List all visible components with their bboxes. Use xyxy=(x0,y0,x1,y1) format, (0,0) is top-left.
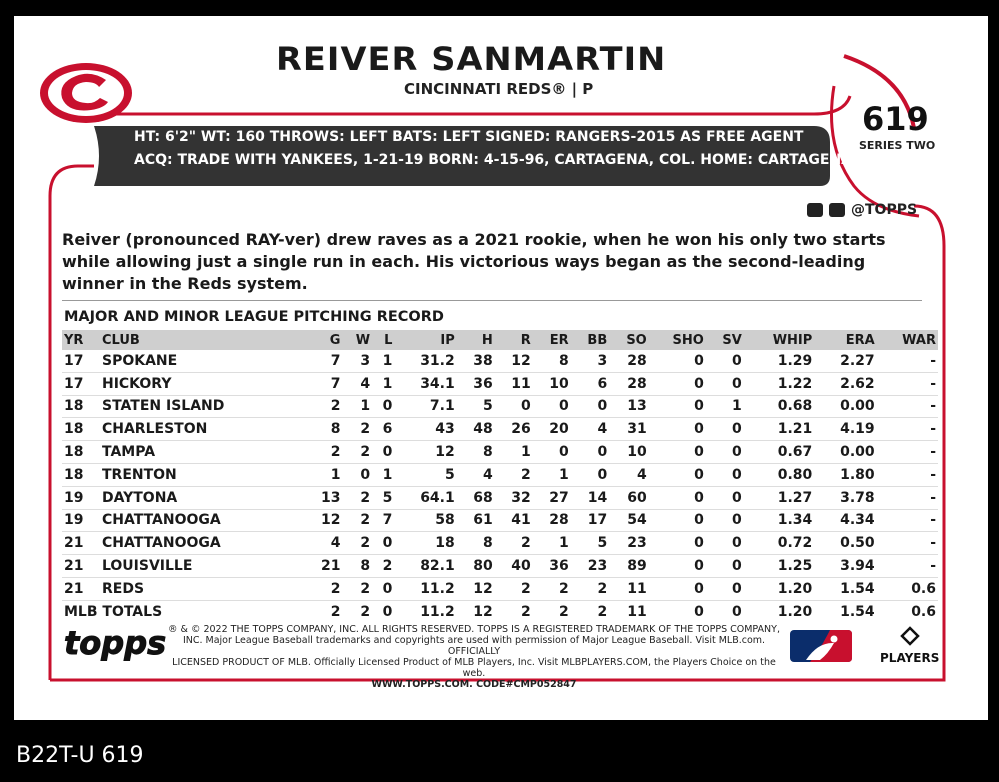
stats-header-row xyxy=(62,330,938,350)
table-cell: - xyxy=(877,395,938,418)
table-cell: 3.78 xyxy=(814,486,876,509)
table-cell: 1 xyxy=(372,350,394,372)
bio-line-1: HT: 6'2" WT: 160 THROWS: LEFT BATS: LEFT SIGNED: RANGERS-2015 AS FREE AGENT xyxy=(134,129,804,145)
table-cell: 7 xyxy=(372,509,394,532)
table-cell: 0 xyxy=(706,463,744,486)
table-cell: 13 xyxy=(609,395,649,418)
table-cell: 54 xyxy=(609,509,649,532)
table-row xyxy=(62,350,938,372)
table-cell: 34.1 xyxy=(394,372,456,395)
instagram-icon xyxy=(829,203,845,217)
table-cell: 0 xyxy=(649,350,706,372)
table-cell: 4.19 xyxy=(814,418,876,441)
table-row xyxy=(62,463,938,486)
table-cell: 0.50 xyxy=(814,532,876,555)
legal-text xyxy=(164,624,784,690)
table-cell: 64.1 xyxy=(394,486,456,509)
table-cell: 4 xyxy=(304,532,342,555)
image-caption: B22T-U 619 xyxy=(16,743,144,768)
table-cell: 4 xyxy=(609,463,649,486)
stats-table xyxy=(62,330,938,623)
table-cell: 0 xyxy=(571,441,610,464)
topps-logo-text: topps xyxy=(64,624,167,662)
table-cell: 89 xyxy=(609,555,649,578)
table-cell: 3.94 xyxy=(814,555,876,578)
table-cell: 80 xyxy=(457,555,495,578)
table-cell: 18 xyxy=(62,418,100,441)
table-cell: CHATTANOOGA xyxy=(100,532,305,555)
table-cell: 0 xyxy=(706,350,744,372)
table-cell: 26 xyxy=(495,418,533,441)
table-cell: 0 xyxy=(706,486,744,509)
table-row xyxy=(62,418,938,441)
table-cell: - xyxy=(877,532,938,555)
table-cell: 18 xyxy=(62,463,100,486)
table-row xyxy=(62,372,938,395)
legal-line-1: ® & © 2022 THE TOPPS COMPANY, INC. ALL RIGHTS RESERVED. TOPPS IS A REGISTERED TRADEMARK OF THE TOPPS COMPANY, xyxy=(168,624,780,635)
table-cell: 8 xyxy=(304,418,342,441)
table-cell: 7 xyxy=(304,350,342,372)
table-cell: 1 xyxy=(372,372,394,395)
table-cell: 12 xyxy=(394,441,456,464)
social-handles xyxy=(807,202,917,218)
column-header: ERA xyxy=(814,330,876,350)
team-position: CINCINNATI REDS® | P xyxy=(404,80,594,98)
series-label: SERIES TWO xyxy=(859,139,936,152)
table-cell: 2 xyxy=(495,532,533,555)
column-header: BB xyxy=(571,330,610,350)
player-name: REIVER SANMARTIN xyxy=(276,40,667,78)
column-header: SHO xyxy=(649,330,706,350)
table-cell: 0 xyxy=(706,372,744,395)
table-cell: 2 xyxy=(342,486,372,509)
column-header: WAR xyxy=(877,330,938,350)
table-cell: 0.6 xyxy=(877,577,938,600)
table-row xyxy=(62,532,938,555)
table-cell: 2 xyxy=(495,577,533,600)
table-cell: 17 xyxy=(62,372,100,395)
table-cell: 28 xyxy=(609,372,649,395)
table-cell: 0 xyxy=(706,441,744,464)
table-cell: STATEN ISLAND xyxy=(100,395,305,418)
table-cell: 0.00 xyxy=(814,395,876,418)
bio-banner xyxy=(134,126,899,172)
totals-cell: 0.6 xyxy=(911,603,936,620)
stats-table-title: MAJOR AND MINOR LEAGUE PITCHING RECORD xyxy=(64,309,444,325)
table-cell: 4.34 xyxy=(814,509,876,532)
table-cell: - xyxy=(877,509,938,532)
table-cell: TAMPA xyxy=(100,441,305,464)
table-cell: 82.1 xyxy=(394,555,456,578)
totals-cell: 2 xyxy=(330,603,341,620)
table-cell: 5 xyxy=(457,395,495,418)
table-cell: 18 xyxy=(62,441,100,464)
table-cell: 2 xyxy=(304,441,342,464)
column-header: ER xyxy=(533,330,571,350)
table-cell: 2 xyxy=(571,577,610,600)
table-cell: 58 xyxy=(394,509,456,532)
totals-cell: 1.54 xyxy=(840,603,875,620)
table-cell: 5 xyxy=(394,463,456,486)
table-cell: 5 xyxy=(571,532,610,555)
table-cell: 8 xyxy=(457,441,495,464)
table-cell: HICKORY xyxy=(100,372,305,395)
table-cell: 12 xyxy=(304,509,342,532)
table-cell: 21 xyxy=(62,532,100,555)
table-cell: 0.67 xyxy=(744,441,815,464)
table-cell: 7 xyxy=(304,372,342,395)
table-row xyxy=(62,486,938,509)
table-row xyxy=(62,577,938,600)
divider xyxy=(62,300,922,301)
table-cell: 40 xyxy=(495,555,533,578)
table-cell: 1.20 xyxy=(744,577,815,600)
totals-cell: 0 xyxy=(694,603,704,620)
table-cell: 41 xyxy=(495,509,533,532)
table-cell: 0 xyxy=(649,441,706,464)
table-cell: - xyxy=(877,486,938,509)
table-cell: 0 xyxy=(706,532,744,555)
table-cell: DAYTONA xyxy=(100,486,305,509)
table-cell: - xyxy=(877,418,938,441)
table-cell: - xyxy=(877,441,938,464)
table-cell: 1 xyxy=(342,395,372,418)
table-cell: 1.54 xyxy=(814,577,876,600)
table-cell: 28 xyxy=(609,350,649,372)
table-cell: 19 xyxy=(62,486,100,509)
table-cell: 2 xyxy=(342,509,372,532)
table-cell: 21 xyxy=(304,555,342,578)
table-cell: 23 xyxy=(571,555,610,578)
table-cell: 14 xyxy=(571,486,610,509)
column-header: H xyxy=(457,330,495,350)
table-cell: 1 xyxy=(304,463,342,486)
table-cell: 18 xyxy=(62,395,100,418)
table-cell: 36 xyxy=(533,555,571,578)
table-cell: 18 xyxy=(394,532,456,555)
totals-cell: 2 xyxy=(360,603,371,620)
totals-cell: 2 xyxy=(597,603,608,620)
table-cell: CHARLESTON xyxy=(100,418,305,441)
table-cell: 2 xyxy=(342,532,372,555)
players-logo-text: PLAYERS xyxy=(880,651,940,665)
totals-cell: 2 xyxy=(520,603,531,620)
totals-cell: 1.20 xyxy=(777,603,813,620)
legal-line-3: LICENSED PRODUCT OF MLB. Officially Licensed Product of MLB Players, Inc. Visit MLBPLAYERS.COM, the Players Choice on the web. xyxy=(172,657,776,679)
table-cell: 1.22 xyxy=(744,372,815,395)
table-cell: 2 xyxy=(372,555,394,578)
table-cell: 2 xyxy=(495,463,533,486)
totals-cell: 0 xyxy=(382,603,393,620)
table-cell: 2 xyxy=(342,441,372,464)
table-cell: 0 xyxy=(342,463,372,486)
bio-line-2: ACQ: TRADE WITH YANKEES, 1-21-19 BORN: 4-15-96, CARTAGENA, COL. HOME: CARTAGENA, COL. xyxy=(134,152,899,168)
table-row xyxy=(62,555,938,578)
table-cell: 0 xyxy=(571,395,610,418)
legal-line-4: WWW.TOPPS.COM. CODE#CMP052847 xyxy=(371,679,577,690)
table-cell: 1.80 xyxy=(814,463,876,486)
table-cell: 0 xyxy=(649,532,706,555)
column-header: YR xyxy=(62,330,100,350)
table-cell: - xyxy=(877,463,938,486)
table-cell: 32 xyxy=(495,486,533,509)
column-header: IP xyxy=(394,330,456,350)
table-cell: 2.27 xyxy=(814,350,876,372)
table-row xyxy=(62,395,938,418)
table-cell: 7.1 xyxy=(394,395,456,418)
social-handle: @TOPPS xyxy=(851,202,918,218)
column-header: W xyxy=(342,330,372,350)
table-cell: 21 xyxy=(62,555,100,578)
table-cell: 2 xyxy=(533,577,571,600)
table-cell: 6 xyxy=(571,372,610,395)
column-header: R xyxy=(495,330,533,350)
table-cell: 5 xyxy=(372,486,394,509)
totals-cell: MLB TOTALS xyxy=(64,603,163,620)
twitter-icon xyxy=(807,203,823,217)
table-cell: 2 xyxy=(304,395,342,418)
mlb-players-logo-icon xyxy=(870,626,940,666)
column-header: CLUB xyxy=(100,330,305,350)
column-header: L xyxy=(372,330,394,350)
table-cell: 0 xyxy=(533,441,571,464)
table-cell: 43 xyxy=(394,418,456,441)
table-cell: 10 xyxy=(533,372,571,395)
topps-logo-icon xyxy=(62,620,167,662)
table-cell: 1 xyxy=(372,463,394,486)
table-cell: 0.68 xyxy=(744,395,815,418)
table-cell: 0 xyxy=(649,555,706,578)
table-cell: 60 xyxy=(609,486,649,509)
totals-cell: 0 xyxy=(732,603,742,620)
table-cell: 0 xyxy=(649,486,706,509)
table-cell: 1 xyxy=(706,395,744,418)
player-blurb: Reiver (pronounced RAY-ver) drew raves as a 2021 rookie, when he won his only two starts while allowing just a single run in each. His victorious ways began as the second-leading winner in the Reds system. xyxy=(62,230,886,293)
table-cell: 0 xyxy=(372,532,394,555)
table-cell: REDS xyxy=(100,577,305,600)
table-cell: 1.34 xyxy=(744,509,815,532)
table-cell: 0 xyxy=(649,395,706,418)
table-cell: 36 xyxy=(457,372,495,395)
table-cell: LOUISVILLE xyxy=(100,555,305,578)
table-cell: 0.00 xyxy=(814,441,876,464)
table-cell: 17 xyxy=(62,350,100,372)
reds-logo-icon xyxy=(36,58,136,128)
table-cell: 0.72 xyxy=(744,532,815,555)
card-back xyxy=(14,16,988,720)
table-cell: 6 xyxy=(372,418,394,441)
table-cell: SPOKANE xyxy=(100,350,305,372)
table-cell: 0 xyxy=(706,509,744,532)
table-cell: 2 xyxy=(342,418,372,441)
table-cell: 2 xyxy=(304,577,342,600)
table-cell: 4 xyxy=(571,418,610,441)
totals-cell: 12 xyxy=(473,603,493,620)
table-cell: - xyxy=(877,372,938,395)
column-header: G xyxy=(304,330,342,350)
table-cell: 0 xyxy=(706,555,744,578)
table-cell: 11 xyxy=(495,372,533,395)
totals-row xyxy=(62,600,938,622)
card-number: 619 xyxy=(862,100,929,138)
legal-line-2: INC. Major League Baseball trademarks and copyrights are used with permission of Major League Baseball. Visit MLB.com. OFFICIALLY xyxy=(182,635,766,657)
table-cell: 0 xyxy=(649,463,706,486)
mlb-logo-icon xyxy=(790,630,852,662)
table-cell: 11.2 xyxy=(394,577,456,600)
table-cell: 1 xyxy=(533,463,571,486)
table-cell: 68 xyxy=(457,486,495,509)
table-cell: 3 xyxy=(342,350,372,372)
table-cell: 23 xyxy=(609,532,649,555)
table-cell: 0 xyxy=(372,395,394,418)
table-cell: 1.25 xyxy=(744,555,815,578)
table-cell: 1 xyxy=(533,532,571,555)
table-cell: 0 xyxy=(649,509,706,532)
totals-cell: 2 xyxy=(558,603,569,620)
table-cell: 2.62 xyxy=(814,372,876,395)
table-cell: 21 xyxy=(62,577,100,600)
table-cell: 8 xyxy=(342,555,372,578)
table-cell: - xyxy=(877,555,938,578)
table-cell: 0.80 xyxy=(744,463,815,486)
table-cell: 0 xyxy=(649,577,706,600)
table-cell: 31.2 xyxy=(394,350,456,372)
table-cell: 61 xyxy=(457,509,495,532)
table-cell: 0 xyxy=(649,418,706,441)
table-cell: 10 xyxy=(609,441,649,464)
table-cell: 0 xyxy=(706,577,744,600)
table-cell: 28 xyxy=(533,509,571,532)
table-cell: 31 xyxy=(609,418,649,441)
table-cell: 1.29 xyxy=(744,350,815,372)
column-header: WHIP xyxy=(744,330,815,350)
table-cell: - xyxy=(877,350,938,372)
table-cell: 12 xyxy=(495,350,533,372)
table-cell: 38 xyxy=(457,350,495,372)
table-row xyxy=(62,509,938,532)
table-cell: 1.27 xyxy=(744,486,815,509)
table-cell: 8 xyxy=(533,350,571,372)
table-cell: 27 xyxy=(533,486,571,509)
table-cell: TRENTON xyxy=(100,463,305,486)
table-cell: 13 xyxy=(304,486,342,509)
column-header: SV xyxy=(706,330,744,350)
table-cell: 20 xyxy=(533,418,571,441)
table-cell: 0 xyxy=(495,395,533,418)
table-cell: 0 xyxy=(571,463,610,486)
table-cell: 4 xyxy=(457,463,495,486)
table-cell: 48 xyxy=(457,418,495,441)
table-row xyxy=(62,441,938,464)
table-cell: 1 xyxy=(495,441,533,464)
table-cell: CHATTANOOGA xyxy=(100,509,305,532)
table-cell: 0 xyxy=(372,577,394,600)
table-cell: 0 xyxy=(706,418,744,441)
table-cell: 3 xyxy=(571,350,610,372)
totals-cell: 11 xyxy=(627,603,647,620)
table-cell: 2 xyxy=(342,577,372,600)
table-cell: 1.21 xyxy=(744,418,815,441)
table-cell: 0 xyxy=(533,395,571,418)
table-cell: 12 xyxy=(457,577,495,600)
table-cell: 19 xyxy=(62,509,100,532)
table-cell: 0 xyxy=(372,441,394,464)
table-cell: 8 xyxy=(457,532,495,555)
totals-cell: 11.2 xyxy=(420,603,455,620)
table-cell: 0 xyxy=(649,372,706,395)
table-cell: 17 xyxy=(571,509,610,532)
table-cell: 11 xyxy=(609,577,649,600)
column-header: SO xyxy=(609,330,649,350)
table-cell: 4 xyxy=(342,372,372,395)
